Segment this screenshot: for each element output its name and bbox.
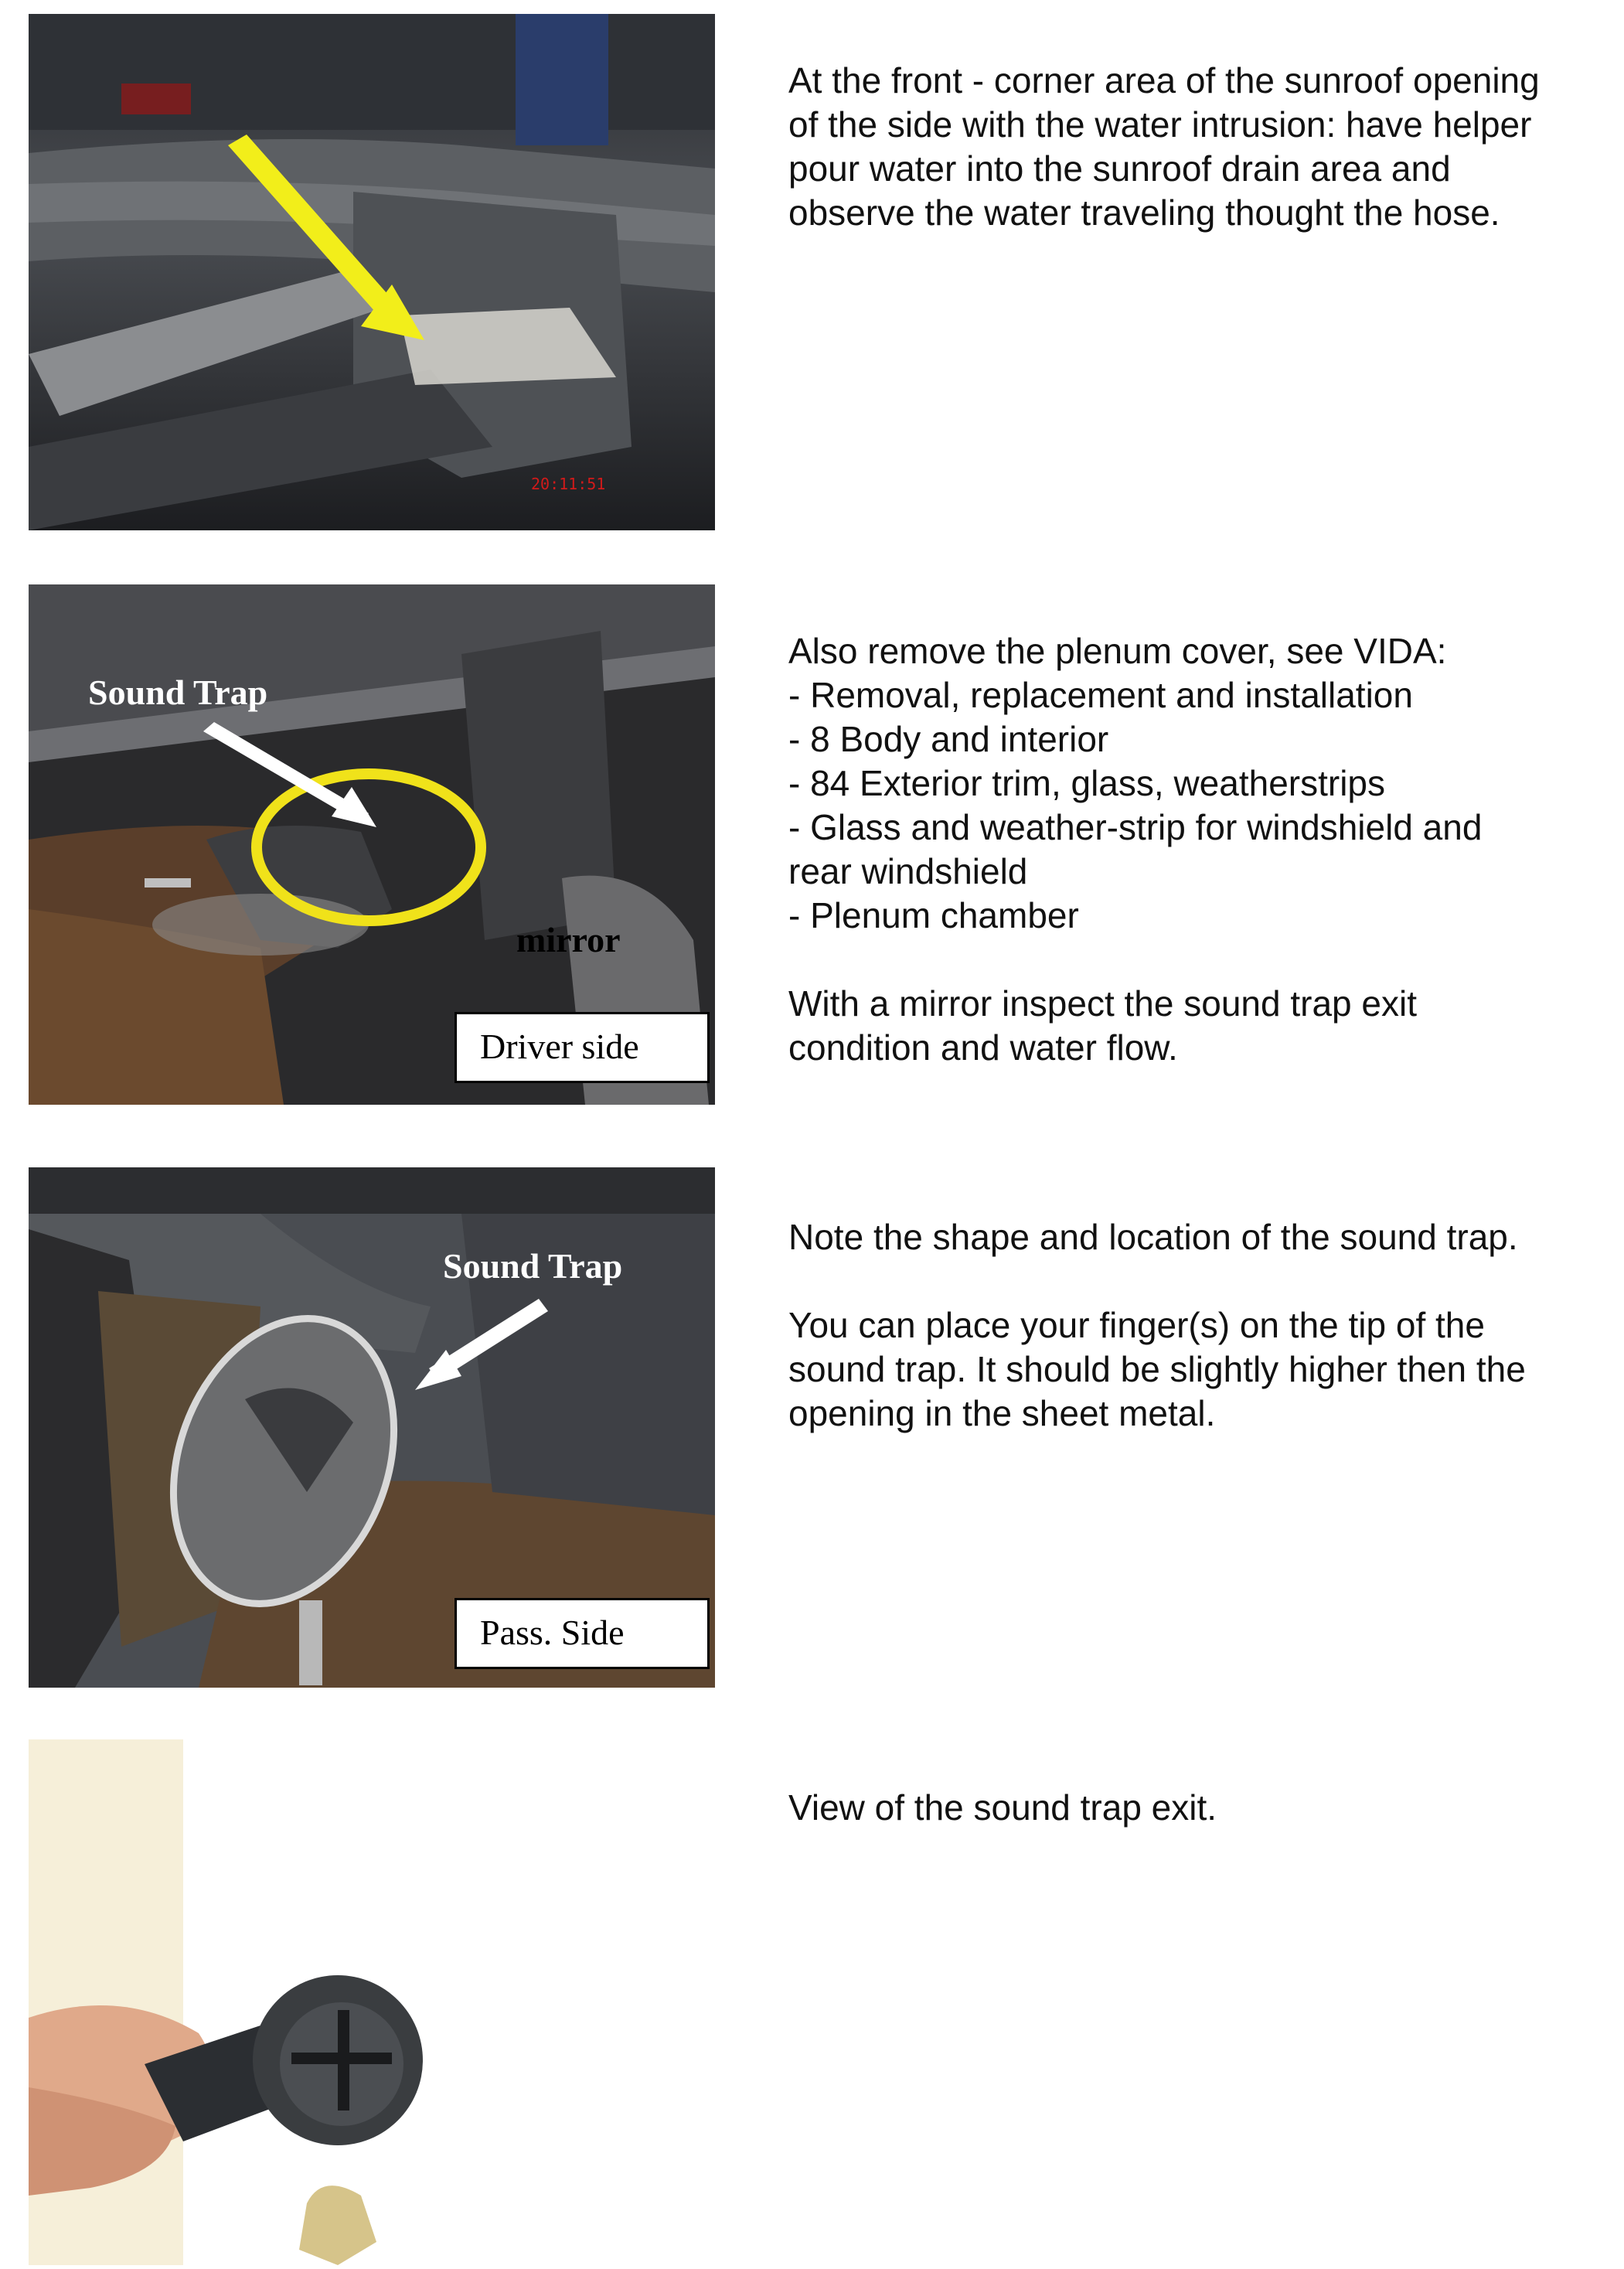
text-line: View of the sound trap exit. <box>788 1787 1217 1828</box>
sound-trap-exit-photo <box>29 1739 715 2265</box>
text-line: Also remove the plenum cover, see VIDA: <box>788 631 1447 671</box>
text-line: - 8 Body and interior <box>788 719 1109 759</box>
text-line: - 84 Exterior trim, glass, weatherstrips <box>788 763 1386 803</box>
passenger-side-photo <box>29 1167 715 1688</box>
text-line: pour water into the sunroof drain area and <box>788 148 1451 189</box>
text-line: - Removal, replacement and installation <box>788 675 1413 715</box>
section-4-text <box>788 1786 1600 1830</box>
text-line: opening in the sheet metal. <box>788 1393 1216 1433</box>
text-line: of the side with the water intrusion: have helper <box>788 104 1532 145</box>
text-line: - Plenum chamber <box>788 895 1079 935</box>
driver-side-label: Driver side <box>455 1012 710 1083</box>
section-3-text <box>788 1215 1600 1436</box>
driver-side-photo <box>29 584 715 1105</box>
sound-trap-label: Sound Trap <box>443 1246 623 1286</box>
photo-date-stamp: 20:11:51 <box>531 475 606 493</box>
section-2-text <box>788 629 1600 1070</box>
text-line: - Glass and weather-strip for windshield and <box>788 807 1483 847</box>
text-line: Note the shape and location of the sound trap. <box>788 1217 1518 1257</box>
text-line: At the front - corner area of the sunroof opening <box>788 60 1540 101</box>
text-line: With a mirror inspect the sound trap exit <box>788 983 1417 1024</box>
text-line: condition and water flow. <box>788 1027 1178 1068</box>
text-line: observe the water traveling thought the hose. <box>788 192 1500 233</box>
text-line: sound trap. It should be slightly higher then the <box>788 1349 1526 1389</box>
text-line: rear windshield <box>788 851 1028 891</box>
sunroof-drain-photo <box>29 14 715 530</box>
mirror-label: mirror <box>516 920 621 959</box>
text-line: You can place your finger(s) on the tip of the <box>788 1305 1485 1345</box>
passenger-side-label: Pass. Side <box>455 1598 710 1669</box>
section-1-text <box>788 59 1600 235</box>
sound-trap-label: Sound Trap <box>88 673 268 712</box>
